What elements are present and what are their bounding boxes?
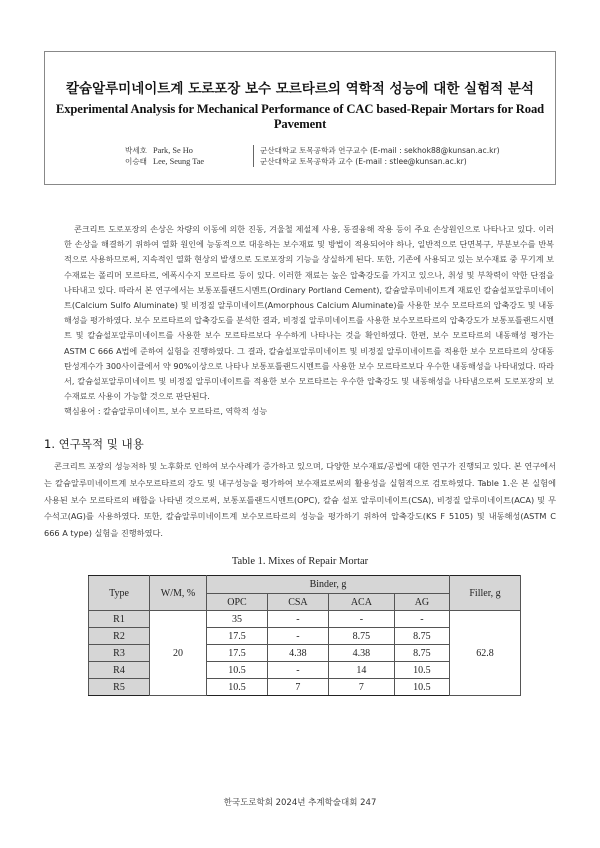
- cell-csa: 7: [267, 679, 328, 696]
- section-body: [44, 458, 556, 542]
- cell-type: R5: [89, 679, 150, 696]
- cell-ag: 8.75: [394, 645, 449, 662]
- section-paragraph: 콘크리트 포장의 성능저하 및 노후화로 인하여 보수사례가 증가하고 있으며, 다양한 보수재료/공법에 대한 연구가 진행되고 있다. 본 연구에서는 칼슘알루미네이트계 보수모르타르의 강도 및 내구성능을 평가하여 보수재료로써의 활용성을 실험적으로 검토하였다. Table 1.은 본 실험에 사용된 보수 모르타르의 배합을 나타낸 것으로써, 보통포틀랜드시멘트(OPC), 칼슘 설포 알루미네이트(CSA), 비정질 알루미네이트(ACA) 및 무수석고(AG)를 사용하였다. 또한, 칼슘알루미네이트계 보수모르타르의 성능을 평가하기 위하여 압축강도(KS F 5105) 및 내동해성(ASTM C 666 A type) 실험을 진행하였다.: [44, 461, 556, 539]
- cell-opc: 10.5: [207, 679, 268, 696]
- cell-filler: 62.8: [450, 611, 521, 696]
- header-wm: W/M, %: [150, 576, 207, 611]
- header-filler: Filler, g: [450, 576, 521, 611]
- author-name-korean: 이승태: [125, 157, 148, 166]
- header-aca: ACA: [328, 594, 394, 611]
- author-name-english: Lee, Seung Tae: [153, 157, 205, 166]
- cell-ag: 10.5: [394, 679, 449, 696]
- header-opc: OPC: [207, 594, 268, 611]
- cell-csa: -: [267, 628, 328, 645]
- cell-opc: 17.5: [207, 628, 268, 645]
- header-ag: AG: [394, 594, 449, 611]
- paper-title-english: Experimental Analysis for Mechanical Performance of CAC based-Repair Mortars for Road Pavement: [55, 102, 545, 131]
- mix-table: [88, 575, 521, 696]
- cell-opc: 17.5: [207, 645, 268, 662]
- table-row: [89, 611, 521, 628]
- cell-ag: 10.5: [394, 662, 449, 679]
- paper-title-korean: 칼슘알루미네이트계 도로포장 보수 모르타르의 역학적 성능에 대한 실험적 분석: [66, 81, 534, 97]
- header-csa: CSA: [267, 594, 328, 611]
- author-list: [125, 145, 500, 167]
- cell-ag: 8.75: [394, 628, 449, 645]
- author-affiliation: 군산대학교 토목공학과 연구교수 (E-mail : sekhok88@kunsan.ac.kr): [253, 145, 500, 156]
- cell-aca: 4.38: [328, 645, 394, 662]
- cell-ag: -: [394, 611, 449, 628]
- author-row: [125, 156, 500, 167]
- cell-type: R2: [89, 628, 150, 645]
- author-affiliation: 군산대학교 토목공학과 교수 (E-mail : stlee@kunsan.ac.kr): [253, 156, 467, 167]
- section-heading: 1. 연구목적 및 내용: [44, 437, 144, 451]
- cell-aca: 8.75: [328, 628, 394, 645]
- cell-wm: 20: [150, 611, 207, 696]
- cell-csa: 4.38: [267, 645, 328, 662]
- cell-type: R4: [89, 662, 150, 679]
- cell-csa: -: [267, 662, 328, 679]
- cell-csa: -: [267, 611, 328, 628]
- cell-type: R1: [89, 611, 150, 628]
- table-caption: Table 1. Mixes of Repair Mortar: [231, 556, 369, 567]
- cell-opc: 10.5: [207, 662, 268, 679]
- cell-aca: -: [328, 611, 394, 628]
- author-name-english: Park, Se Ho: [153, 146, 193, 155]
- abstract: [64, 222, 554, 420]
- author-name-korean: 박세호: [125, 146, 148, 155]
- header-type: Type: [89, 576, 150, 611]
- author-row: [125, 145, 500, 156]
- cell-opc: 35: [207, 611, 268, 628]
- page-footer: 한국도로학회 2024년 추계학술대회 247: [223, 798, 377, 808]
- cell-type: R3: [89, 645, 150, 662]
- cell-aca: 7: [328, 679, 394, 696]
- header-binder: Binder, g: [207, 576, 450, 594]
- cell-aca: 14: [328, 662, 394, 679]
- keywords: 핵심용어 : 칼슘알루미네이트, 보수 모르타르, 역학적 성능: [64, 406, 268, 417]
- abstract-text: 콘크리트 도로포장의 손상은 차량의 이동에 의한 진동, 겨울철 제설제 사용, 동결융해 작용 등이 주요 손상원인으로 나타나고 있다. 이러한 손상을 해결하기 위하여 열화 원인에 능동적으로 대응하는 보수재료 및 방법이 적용되어야 하나, 일반적으로 단면복구, 부분보수를 반복적으로 사용하므로써, 지속적인 열화 현상의 발생으로 도로포장의 기능을 상실하게 된다. 또한, 기존에 사용되고 있는 보수재료 중 무기계 보수재료는 폴리머 모르타르, 에폭시수지 모르타르 등이 있다. 이러한 재료는 높은 압축강도를 가지고 있으나, 취성 및 부착력이 약한 단점을 나타내고 있다. 따라서 본 연구에서는 보통포틀랜드시멘트(Ordinary Portland Cement), 칼슘알루미네이트계 재료인 칼슘설포알루미네이트(Calcium Sulfo Aluminate) 및 비정질 알루미네이트(Amorphous Calcium Aluminate)를 사용한 보수 모르타르의 압축강도 및 내동해성을 평가하였다. 보수 모르타르의 압축강도를 분석한 결과, 비정질 알루미네이트를 사용한 보수모르타르의 압축강도가 보통포틀랜드시멘트 및 칼슘설포알루미네이트를 사용한 보수 모르타르보다 우수하게 나타나는 것을 확인하였다. 한편, 보수 모르타르의 내동해성 평가는 ASTM C 666 A법에 준하여 실험을 진행하였다. 그 결과, 칼슘설포알루미네이트 및 비정질 알루미네이트를 적용한 보수 모르타르의 상대동탄성계수가 300사이클에서 약 90%이상으로 나타나 보통포틀랜드시멘트를 사용한 보수 모르타르보다 우수한 내동해성을 나타내었다. 따라서, 칼슘설포알루미네이트 및 비정질 알루미네이트를 적용한 보수 모르타르는 우수한 압축강도 및 내동해성을 나타냄으로써 도로포장의 보수재료로 사용이 가능할 것으로 판단된다.: [64, 224, 554, 402]
- title-box: [44, 51, 556, 185]
